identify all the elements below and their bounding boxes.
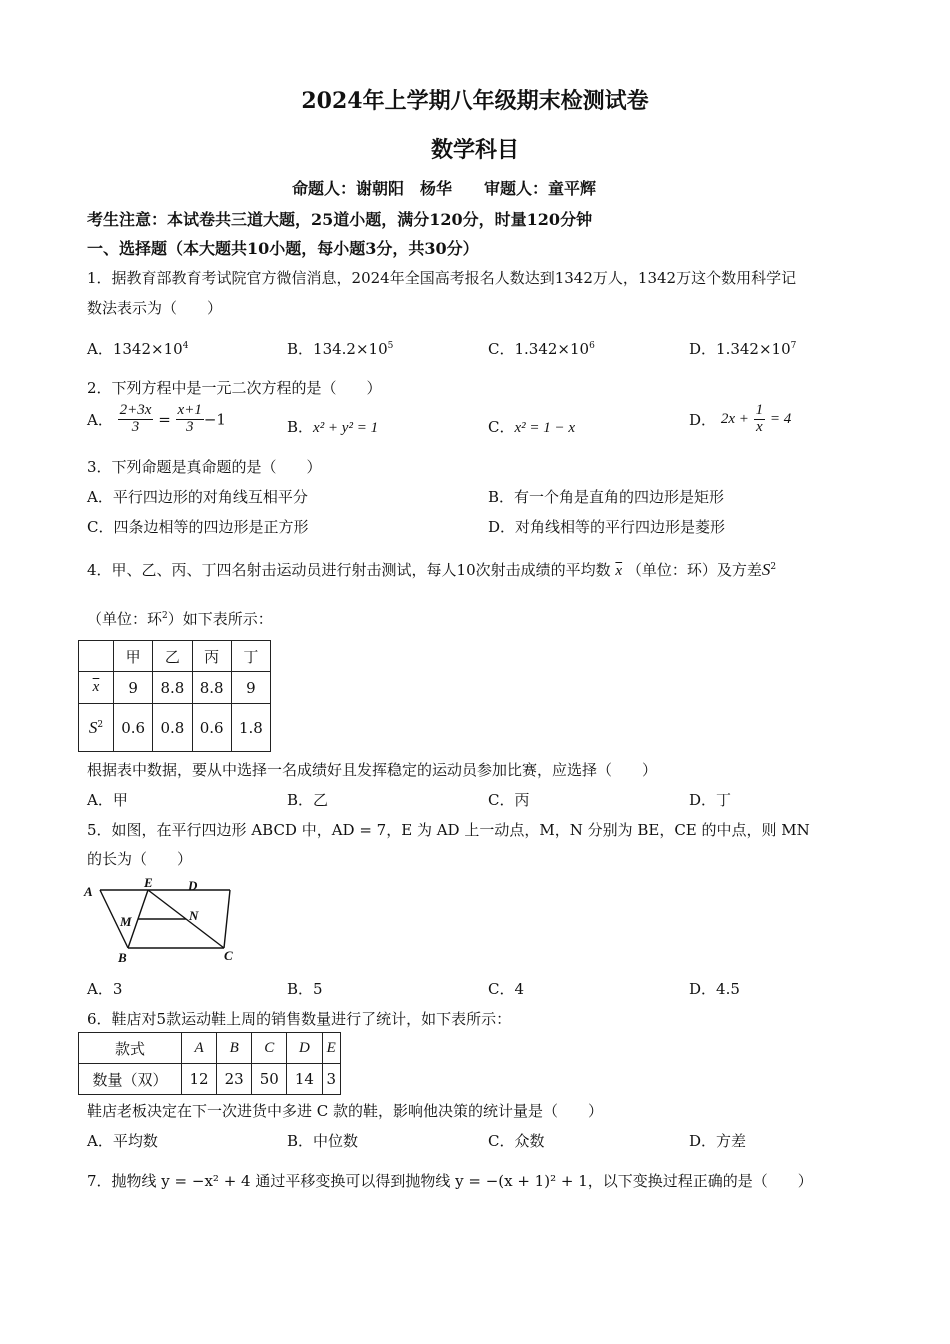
option-text: 1342×10	[112, 340, 183, 358]
q4-question: 根据表中数据，要从中选择一名成绩好且发挥稳定的运动员参加比赛，应选择（ ）	[87, 761, 658, 779]
section-one-heading: 一、选择题（本大题共10小题，每小题3分，共30分）	[87, 239, 479, 258]
option-label: B．	[287, 340, 314, 358]
q4-option-c: C．丙	[488, 791, 530, 809]
table-row-counts: 数量（双） 12 23 50 14 3	[79, 1064, 341, 1095]
fraction: $\frac{x+1}{3}$	[177, 402, 202, 435]
table-row-mean: $\overline{x}$ 9 8.8 8.8 9	[79, 672, 271, 704]
q2-option-c	[488, 416, 575, 437]
q6-sales-table	[78, 1032, 341, 1095]
label-m: M	[120, 914, 132, 929]
mean-symbol: $\overline{x}$	[615, 563, 623, 579]
q4-option-d: D．丁	[689, 791, 732, 809]
option-label: C．	[488, 418, 515, 436]
q2-option-d: D． 2x + $\frac{1}{x}$ = 4	[689, 402, 792, 435]
q7-stem: 7．抛物线 y = −x² + 4 通过平移变换可以得到抛物线 y = −(x + 1)² + 1，以下变换过程正确的是（ ）	[87, 1172, 813, 1190]
option-text: 1.342×10	[716, 340, 791, 358]
q3-option-d: D．对角线相等的平行四边形是菱形	[488, 518, 726, 536]
edge-dc	[224, 890, 230, 948]
q6-option-d: D．方差	[689, 1132, 747, 1150]
label-b: B	[118, 950, 127, 965]
q3-option-a: A．平行四边形的对角线互相平分	[87, 488, 308, 506]
q3-option-c: C．四条边相等的四边形是正方形	[87, 518, 309, 536]
option-label: D．	[689, 340, 717, 358]
option-text: 134.2×10	[313, 340, 388, 358]
q5-option-b: B．5	[287, 980, 323, 998]
q3-stem: 3．下列命题是真命题的是（ ）	[87, 458, 322, 476]
table-header-row: 款式 A B C D E	[79, 1033, 341, 1064]
option-label: C．	[488, 340, 515, 358]
option-text: x² = 1 − x	[514, 420, 576, 436]
q5-option-d: D．4.5	[689, 980, 740, 998]
q4-option-a: A．甲	[87, 791, 128, 809]
option-label: A．	[87, 410, 113, 429]
subject-title: 数学科目	[430, 137, 519, 163]
q6-option-a: A．平均数	[87, 1132, 158, 1150]
exponent: 4	[182, 341, 189, 351]
q6-question: 鞋店老板决定在下一次进货中多进 C 款的鞋，影响他决策的统计量是（ ）	[87, 1102, 604, 1120]
option-label: B．	[287, 418, 314, 436]
q6-option-c: C．众数	[488, 1132, 545, 1150]
exponent: 7	[790, 341, 797, 351]
option-text: x² + y² = 1	[313, 420, 379, 436]
q4-stem-line2: （单位：环$^2$）如下表所示：	[87, 610, 273, 628]
q1-option-c	[488, 338, 595, 359]
q4-score-table	[78, 640, 271, 752]
q1-stem-line1: 1．据教育部教育考试院官方微信消息，2024年全国高考报名人数达到1342万人，1342万这个数用科学记	[87, 269, 797, 287]
q6-option-b: B．中位数	[287, 1132, 359, 1150]
table-header-row: 甲 乙 丙 丁	[79, 641, 271, 672]
notice-line: 考生注意：本试卷共三道大题，25道小题，满分120分，时量120分钟	[87, 210, 593, 229]
q3-option-b: B．有一个角是直角的四边形是矩形	[488, 488, 725, 506]
label-c: C	[224, 948, 233, 963]
q2-option-a: A． $\frac{2+3x}{3}$ = $\frac{x+1}{3}$ −1	[87, 402, 226, 435]
label-n: N	[189, 908, 199, 923]
table-row-variance: $S^2$ 0.6 0.8 0.6 1.8	[79, 704, 271, 752]
exponent: 6	[589, 341, 595, 351]
label-d: D	[188, 878, 198, 893]
q5-option-a: A．3	[87, 980, 123, 998]
authors-line: 命题人：谢朝阳 杨华 审题人：童平辉	[292, 179, 597, 198]
q1-option-b	[287, 338, 393, 359]
q5-stem-line2: 的长为（ ）	[87, 850, 193, 868]
q2-stem: 2．下列方程中是一元二次方程的是（ ）	[87, 379, 382, 397]
q1-option-a	[87, 338, 188, 359]
fraction: $\frac{1}{x}$	[755, 402, 764, 435]
exam-title: 2024年上学期八年级期末检测试卷	[301, 88, 649, 114]
option-text: 1.342×10	[514, 340, 590, 358]
label-e: E	[144, 876, 153, 890]
exponent: 5	[387, 341, 394, 351]
label-a: A	[84, 884, 93, 899]
q2-option-b	[287, 416, 378, 437]
variance-symbol: S	[761, 560, 771, 579]
q1-stem-line2: 数法表示为（ ）	[87, 299, 223, 317]
option-label: A．	[87, 340, 113, 358]
fraction: $\frac{2+3x}{3}$	[119, 402, 152, 435]
q5-option-c: C．4	[488, 980, 525, 998]
q5-stem-line1: 5．如图，在平行四边形 ABCD 中，AD = 7，E 为 AD 上一动点，M，N 分别为 BE，CE 的中点，则 MN	[87, 821, 810, 839]
q4-option-b: B．乙	[287, 791, 329, 809]
option-label: D．	[689, 410, 717, 429]
q4-stem-line1: 4．甲、乙、丙、丁四名射击运动员进行射击测试，每人10次射击成绩的平均数 $\overline{x}$ （单位：环）及方差$S^2$	[87, 560, 777, 579]
q6-stem: 6．鞋店对5款运动鞋上周的销售数量进行了统计，如下表所示：	[87, 1010, 512, 1028]
parallelogram-figure	[82, 876, 247, 966]
q1-option-d	[689, 338, 796, 359]
